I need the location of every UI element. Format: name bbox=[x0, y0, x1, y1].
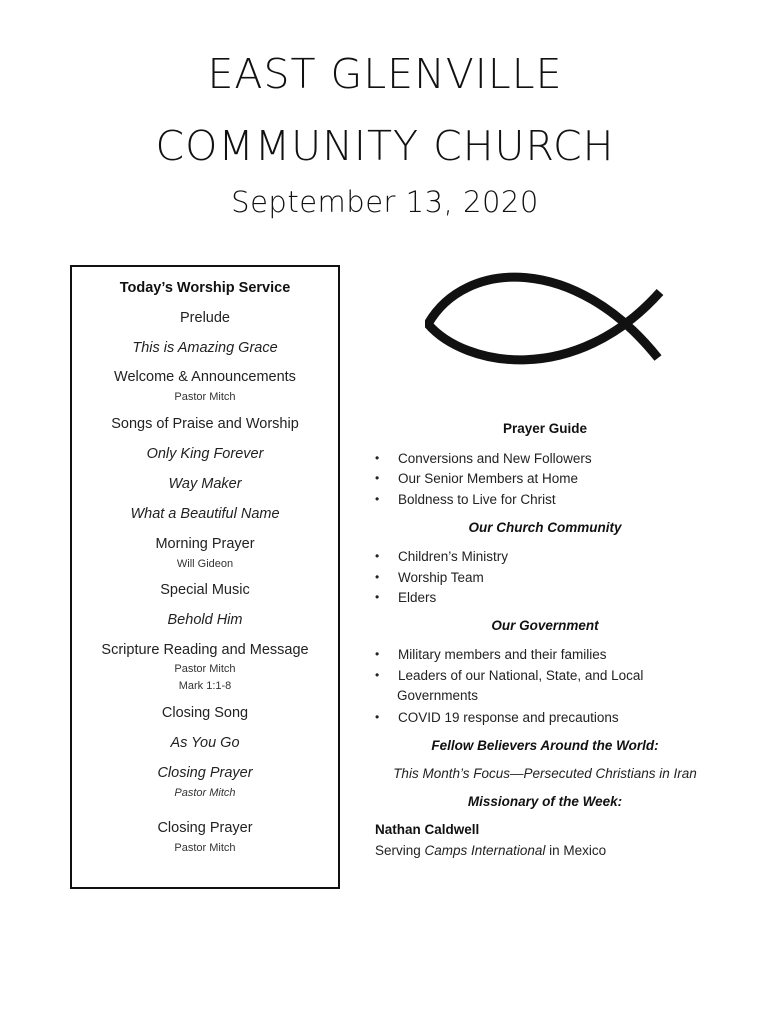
missionary-name: Nathan Caldwell bbox=[375, 822, 480, 837]
service-item: Way Maker bbox=[168, 476, 242, 492]
service-item: Welcome & Announcements bbox=[114, 369, 296, 385]
service-item: Closing Prayer bbox=[157, 820, 253, 836]
service-heading: Today’s Worship Service bbox=[119, 280, 291, 296]
service-item: As You Go bbox=[170, 735, 240, 751]
service-item: What a Beautiful Name bbox=[130, 506, 280, 522]
missionary-organization: Camps International bbox=[424, 843, 546, 858]
church-title-line2: COMMUNITY CHURCH bbox=[155, 122, 615, 170]
fellow-believers-heading: Fellow Believers Around the World: bbox=[431, 738, 659, 753]
worship-service-box bbox=[70, 265, 340, 889]
government-heading: Our Government bbox=[491, 618, 599, 633]
service-date: September 13, 2020 bbox=[231, 185, 539, 219]
service-item-leader: Will Gideon bbox=[176, 558, 234, 570]
service-item: Morning Prayer bbox=[155, 536, 255, 552]
service-item: Behold Him bbox=[167, 612, 243, 628]
service-item: Special Music bbox=[160, 582, 250, 598]
service-item: Prelude bbox=[180, 310, 230, 326]
service-item-leader: Pastor Mitch bbox=[174, 842, 236, 854]
service-item: Only King Forever bbox=[146, 446, 264, 462]
service-item-leader: Pastor Mitch bbox=[174, 391, 236, 403]
prayer-list-item-continuation: Governments bbox=[397, 688, 479, 703]
service-item-leader: Pastor Mitch bbox=[174, 787, 236, 799]
service-item: Scripture Reading and Message bbox=[101, 642, 309, 658]
prayer-guide-heading: Prayer Guide bbox=[502, 421, 588, 436]
service-item: Closing Prayer bbox=[157, 765, 253, 781]
service-item: Songs of Praise and Worship bbox=[111, 416, 299, 432]
ichthys-fish-icon bbox=[425, 262, 670, 367]
serving-suffix: in Mexico bbox=[545, 843, 607, 858]
service-item: This is Amazing Grace bbox=[132, 340, 278, 356]
missionary-serving bbox=[375, 843, 715, 858]
missionary-heading: Missionary of the Week: bbox=[467, 794, 623, 809]
service-item-leader: Pastor Mitch bbox=[174, 663, 236, 675]
monthly-focus: This Month’s Focus—Persecuted Christians in Iran bbox=[393, 766, 697, 781]
service-item-scripture: Mark 1:1-8 bbox=[178, 680, 232, 692]
serving-prefix: Serving bbox=[375, 843, 425, 858]
church-title-line1: EAST GLENVILLE bbox=[207, 50, 563, 98]
service-item: Closing Song bbox=[161, 705, 249, 721]
church-community-heading: Our Church Community bbox=[468, 520, 622, 535]
